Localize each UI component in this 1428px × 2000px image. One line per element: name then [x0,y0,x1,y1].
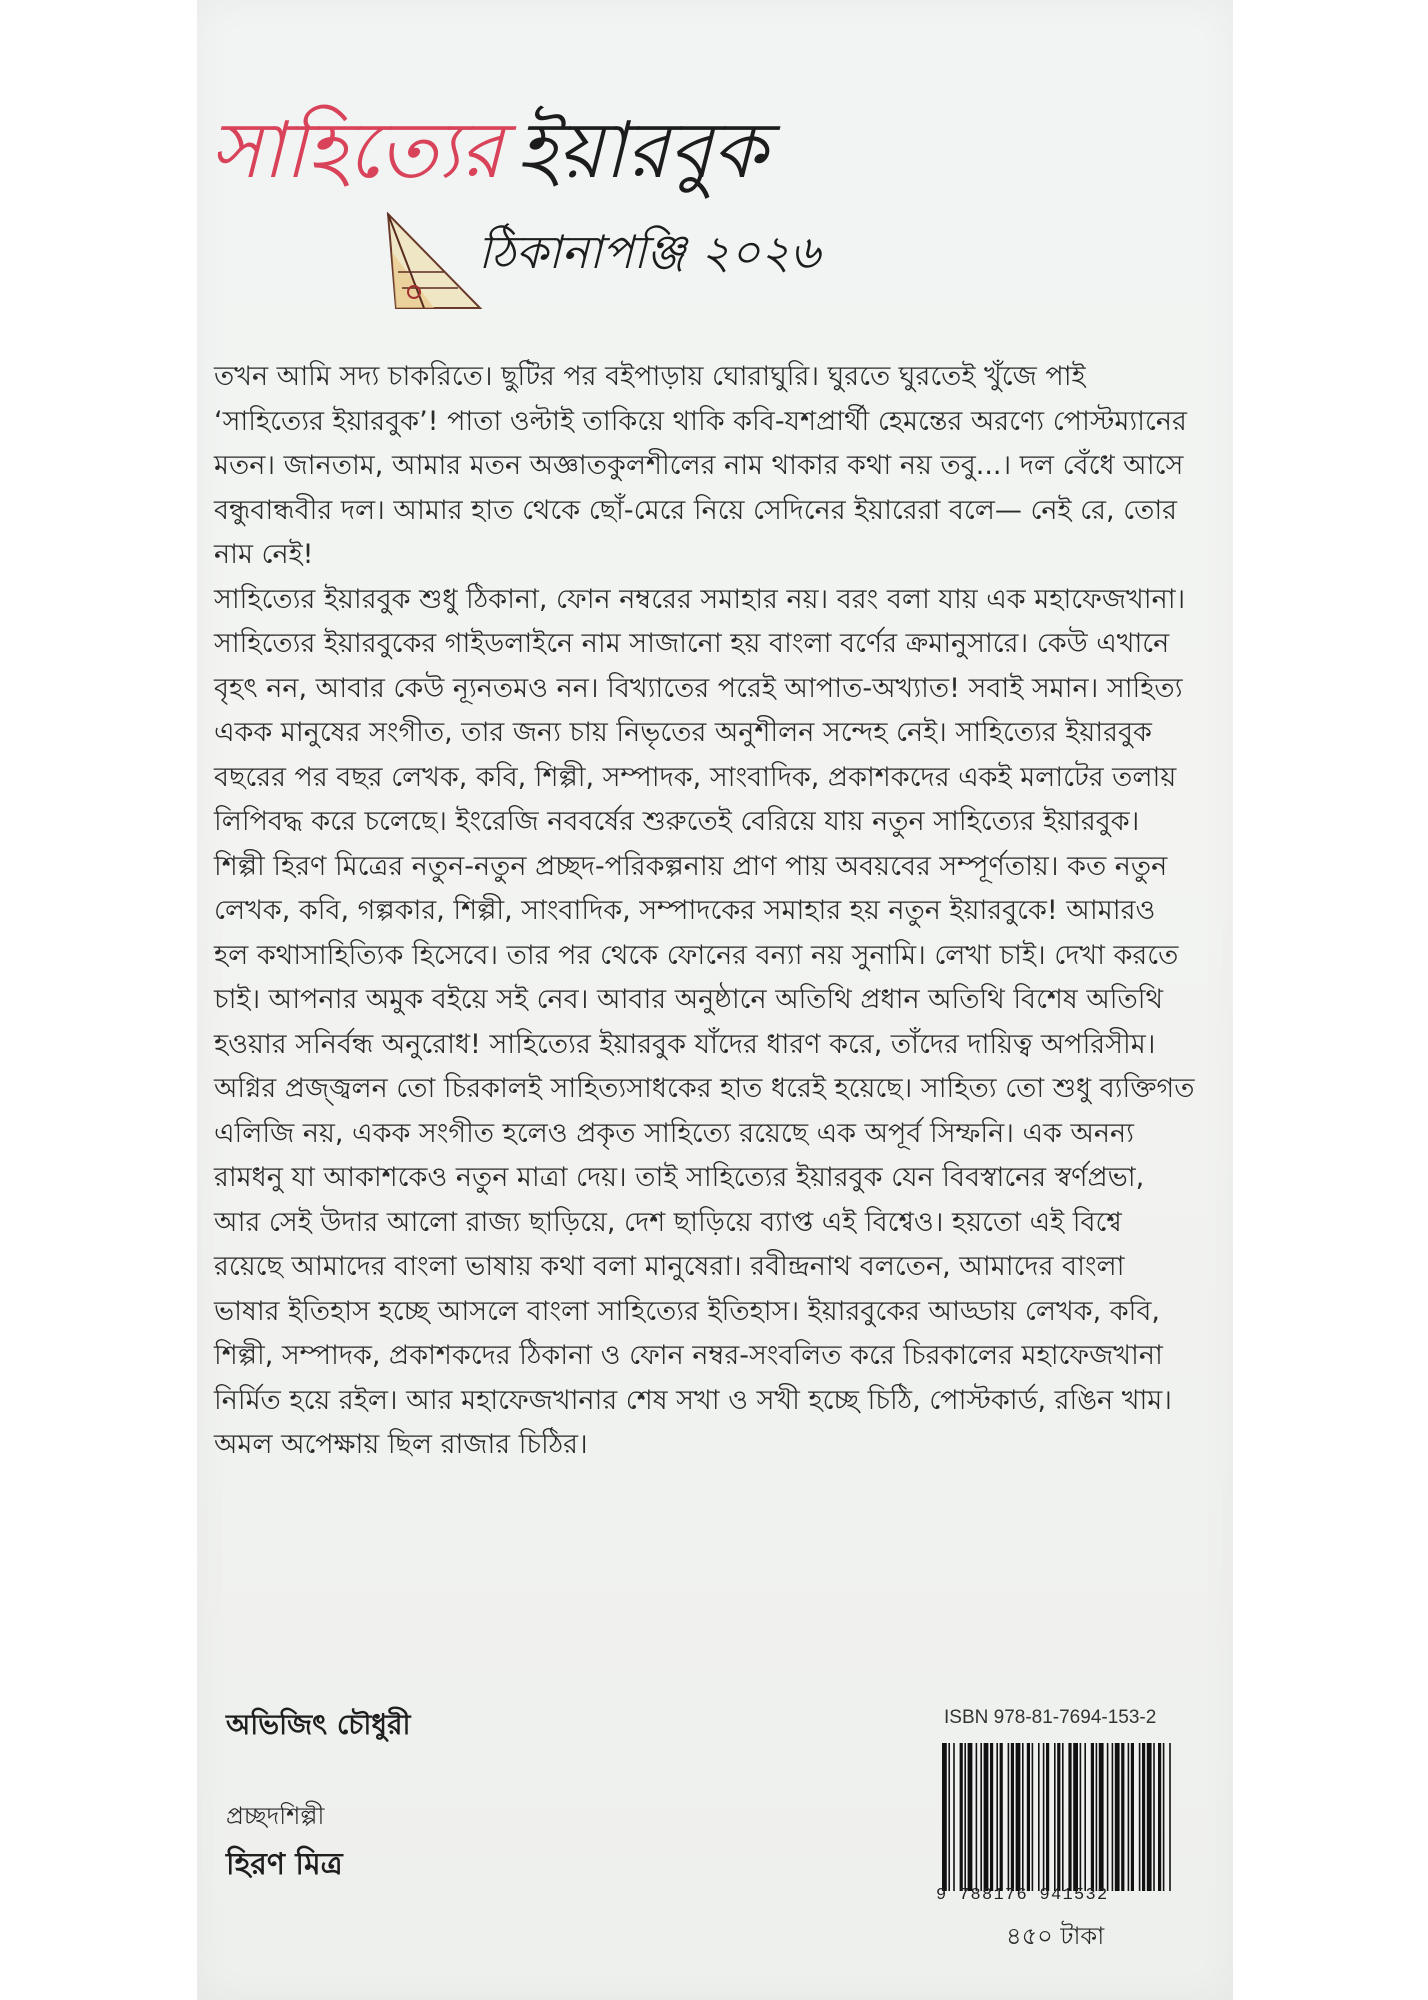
cover-artist-label: প্রচ্ছদশিল্পী [226,1802,325,1830]
cover-artist-name: হিরণ মিত্র [226,1847,343,1882]
blurb-paragraph-1: তখন আমি সদ্য চাকরিতে। ছুটির পর বইপাড়ায় ঘোরাঘুরি। ঘুরতে ঘুরতেই খুঁজে পাই ‘সাহিত্যের ইয়ারবুক’! পাতা ওল্টাই তাকিয়ে থাকি কবি-যশপ্রার্থী হেমন্তের অরণ্যে পোস্টম্যানের মতন। জানতাম, আমার মতন অজ্ঞাতকুলশীলের নাম থাকার কথা নয় তবু...। দল বেঁধে আসে বন্ধুবান্ধবীর দল। আমার হাত থেকে ছোঁ-মেরে নিয়ে সেদিনের ইয়ারেরা বলে— নেই রে, তোর নাম নেই! [214,361,1187,570]
title-part-black: ইয়ারবুক [516,106,767,196]
author-name: অভিজিৎ চৌধুরী [226,1708,411,1741]
isbn-text: ISBN 978-81-7694-153-2 [944,1707,1157,1728]
barcode-digits: 9 788176 941532 [936,1886,1109,1905]
pen-nib-icon [384,212,484,312]
price: ৪৫০ টাকা [1006,1922,1105,1950]
title-part-red: সাহিত্যের [210,106,503,196]
blurb-paragraph-2: সাহিত্যের ইয়ারবুক শুধু ঠিকানা, ফোন নম্বরের সমাহার নয়। বরং বলা যায় এক মহাফেজখানা। সাহিত্যের ইয়ারবুকের গাইডলাইনে নাম সাজানো হয় বাংলা বর্ণের ক্রমানুসারে। কেউ এখানে বৃহৎ নন, আবার কেউ ন্যূনতমও নন। বিখ্যাতের পরেই আপাত-অখ্যাত! সবাই সমান। সাহিত্য একক মানুষের সংগীত, তার জন্য চায় নিভৃতের অনুশীলন সন্দেহ নেই। সাহিত্যের ইয়ারবুক বছরের পর বছর লেখক, কবি, শিল্পী, সম্পাদক, সাংবাদিক, প্রকাশকদের একই মলাটের তলায় লিপিবদ্ধ করে চলেছে। ইংরেজি নববর্ষের শুরুতেই বেরিয়ে যায় নতুন সাহিত্যের ইয়ারবুক। শিল্পী হিরণ মিত্রের নতুন-নতুন প্রচ্ছদ-পরিকল্পনায় প্রাণ পায় অবয়বের সম্পূর্ণতায়। কত নতুন লেখক, কবি, গল্পকার, শিল্পী, সাংবাদিক, সম্পাদকের সমাহার হয় নতুন ইয়ারবুকে! আমারও হল কথাসাহিত্যিক হিসেবে। তার পর থেকে ফোনের বন্যা নয় সুনামি। লেখা চাই। দেখা করতে চাই। আপনার অমুক বইয়ে সই নেব। আবার অনুষ্ঠানে অতিথি প্রধান অতিথি বিশেষ অতিথি হওয়ার সনির্বন্ধ অনুরোধ! সাহিত্যের ইয়ারবুক যাঁদের ধারণ করে, তাঁদের দায়িত্ব অপরিসীম। অগ্নির প্রজ্জ্বলন তো চিরকালই সাহিত্যসাধকের হাত ধরেই হয়েছে। সাহিত্য তো শুধু ব্যক্তিগত এলিজি নয়, একক সংগীত হলেও প্রকৃত সাহিত্যে রয়েছে এক অপূর্ব সিম্ফনি। এক অনন্য রামধনু যা আকাশকেও নতুন মাত্রা দেয়। তাই সাহিত্যের ইয়ারবুক যেন বিবস্বানের স্বর্ণপ্রভা, আর সেই উদার আলো রাজ্য ছাড়িয়ে, দেশ ছাড়িয়ে ব্যাপ্ত এই বিশ্বেও। হয়তো এই বিশ্বে রয়েছে আমাদের বাংলা ভাষায় কথা বলা মানুষেরা। রবীন্দ্রনাথ বলতেন, আমাদের বাংলা ভাষার ইতিহাস হচ্ছে আসলে বাংলা সাহিত্যের ইতিহাস। ইয়ারবুকের আড্ডায় লেখক, কবি, শিল্পী, সম্পাদক, প্রকাশকদের ঠিকানা ও ফোন নম্বর-সংবলিত করে চিরকালের মহাফেজখানা নির্মিত হয়ে রইল। আর মহাফেজখানার শেষ সখা ও সখী হচ্ছে চিঠি, পোস্টকার্ড, রঙিন খাম। অমল অপেক্ষায় ছিল রাজার চিঠির। [214,583,1195,1460]
book-title [210,106,767,196]
barcode [938,1733,1176,1903]
book-subtitle: ঠিকানাপঞ্জি ২০২৬ [478,225,821,279]
blurb-text [214,355,1196,1468]
